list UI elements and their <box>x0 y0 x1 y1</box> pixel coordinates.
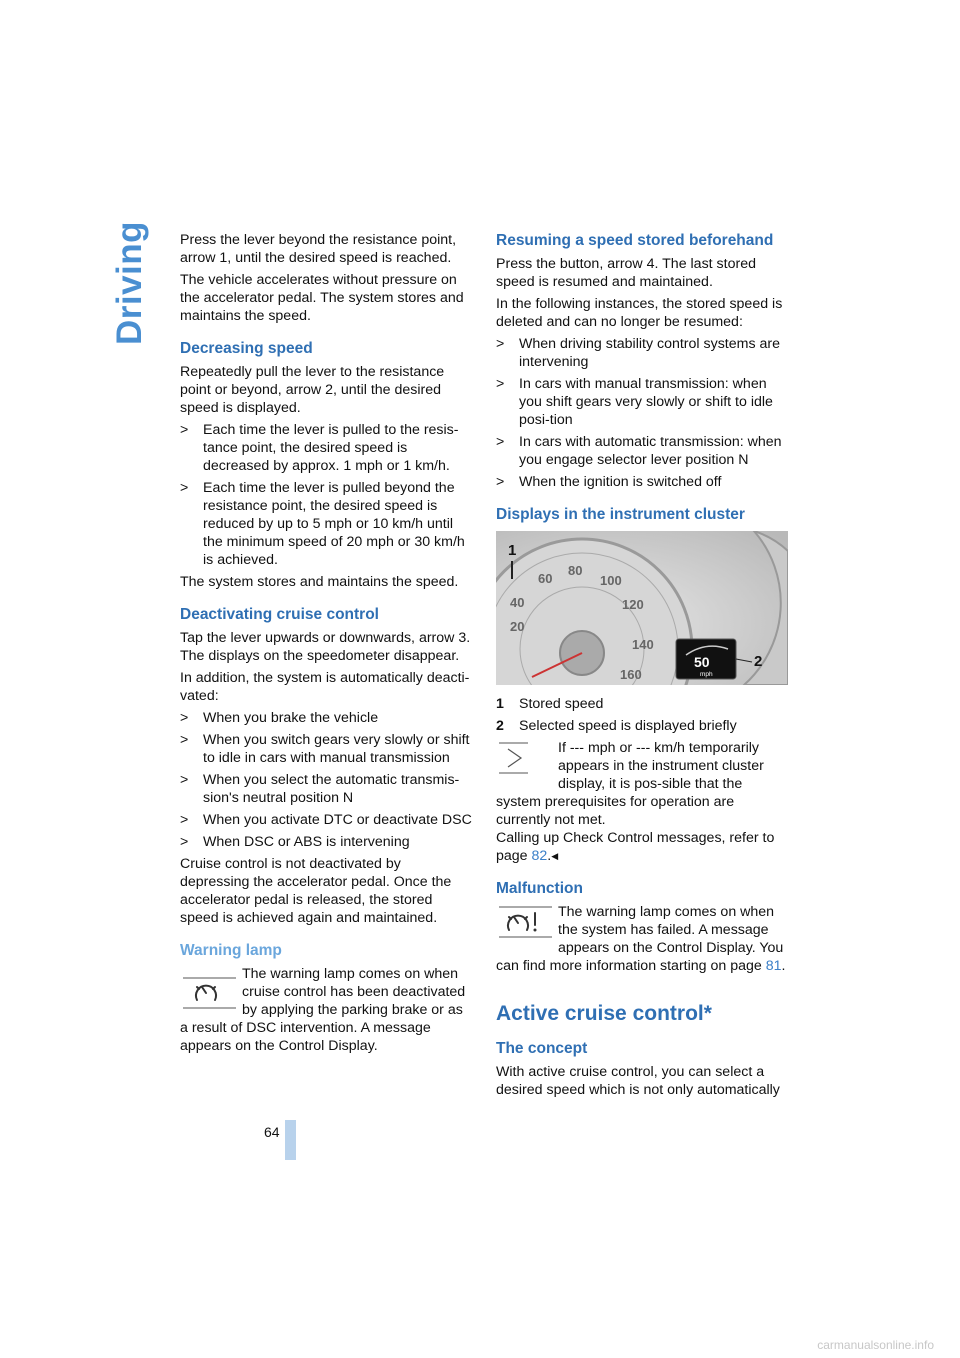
list-item <box>496 335 788 371</box>
selected-speed-value: 50 <box>694 654 710 670</box>
list-item-text: When you switch gears very slowly or shift to idle in cars with manual transmission <box>203 732 470 766</box>
heading-resuming: Resuming a speed stored beforehand <box>496 232 774 249</box>
legend-text: Stored speed <box>519 696 604 712</box>
info-note-reference <box>496 829 788 865</box>
info-note <box>496 739 788 865</box>
decreasing-after: The system stores and maintains the speed. <box>180 574 459 590</box>
malfunction-end: . <box>781 958 786 974</box>
bullet-marker: > <box>496 336 505 352</box>
list-item <box>180 421 472 475</box>
malfunction-text: The warning lamp comes on when the system has failed. A message appears on the Control Display. You can find more information starting on page <box>496 904 784 974</box>
bullet-marker: > <box>180 834 189 850</box>
deactivating-text-2: In addition, the system is automatically deacti-vated: <box>180 670 470 704</box>
list-item-text: Each time the lever is pulled beyond the resistance point, the desired speed is reduced by up to 5 mph or 10 km/h until the minimum speed of 20 mph or 30 km/h is achieved. <box>203 480 465 568</box>
list-item <box>496 375 788 429</box>
list-item-text: In cars with manual transmission: when you shift gears very slowly or shift to idle posi-tion <box>519 376 773 428</box>
page-link-82[interactable]: 82 <box>531 848 548 864</box>
bullet-marker: > <box>180 480 189 496</box>
decreasing-text: Repeatedly pull the lever to the resistance point or beyond, arrow 2, until the desired speed is displayed. <box>180 364 445 416</box>
list-item-text: When you activate DTC or deactivate DSC <box>203 812 472 828</box>
info-note-ref-text: Calling up Check Control messages, refer to page <box>496 830 775 864</box>
info-note-end: . <box>547 848 552 864</box>
dial-label: 60 <box>538 571 553 586</box>
bullet-marker: > <box>180 772 189 788</box>
list-item <box>180 833 472 851</box>
intro-paragraph-2: The vehicle accelerates without pressure on the accelerator pedal. The system stores and maintains the speed. <box>180 272 464 324</box>
dial-label: 20 <box>510 619 525 634</box>
heading-active-cruise-control: Active cruise control* <box>496 1002 712 1025</box>
deactivating-list <box>180 709 472 851</box>
deactivating-text-1: Tap the lever upwards or downwards, arrow 3. The displays on the speedometer disappear. <box>180 630 471 664</box>
list-item-text: When driving stability control systems are intervening <box>519 336 780 370</box>
dial-label: 140 <box>632 637 654 652</box>
list-item <box>496 473 788 491</box>
bullet-marker: > <box>496 434 505 450</box>
list-item <box>180 811 472 829</box>
resuming-list <box>496 335 788 491</box>
section-tab-label: Driving <box>110 220 150 346</box>
resuming-text-1: Press the button, arrow 4. The last stored speed is resumed and maintained. <box>496 256 756 290</box>
concept-text: With active cruise control, you can select a desired speed which is not only automatically <box>496 1064 780 1098</box>
page-link-81[interactable]: 81 <box>765 958 782 974</box>
callout-1: 1 <box>508 542 517 559</box>
malfunction-note <box>496 903 788 975</box>
dial-label: 160 <box>620 667 642 682</box>
decreasing-list <box>180 421 472 569</box>
cruise-control-lamp-icon <box>180 965 237 1013</box>
legend-number: 2 <box>496 718 504 734</box>
dial-label: 40 <box>510 595 525 610</box>
list-item-text: When the ignition is switched off <box>519 474 722 490</box>
warning-lamp-note <box>180 965 472 1055</box>
legend-item <box>496 717 788 735</box>
resuming-text-2: In the following instances, the stored speed is deleted and can no longer be resumed: <box>496 296 783 330</box>
heading-malfunction: Malfunction <box>496 880 583 897</box>
legend-text: Selected speed is displayed briefly <box>519 718 737 734</box>
legend-number: 1 <box>496 696 504 712</box>
bullet-marker: > <box>180 732 189 748</box>
selected-speed-unit: mph <box>700 671 713 678</box>
bullet-marker: > <box>180 812 189 828</box>
legend-item <box>496 695 788 713</box>
intro-paragraph-1: Press the lever beyond the resistance point, arrow 1, until the desired speed is reached. <box>180 232 457 266</box>
list-item <box>180 771 472 807</box>
list-item <box>180 479 472 569</box>
heading-the-concept: The concept <box>496 1040 588 1057</box>
dial-label: 80 <box>568 563 583 578</box>
page-edge-bar <box>285 1120 296 1160</box>
legend-list <box>496 695 788 735</box>
heading-displays: Displays in the instrument cluster <box>496 506 745 523</box>
instrument-cluster-figure <box>496 531 788 685</box>
footer-watermark: carmanualsonline.info <box>817 1338 934 1352</box>
list-item-text: In cars with automatic transmission: when you engage selector lever position N <box>519 434 782 468</box>
cruise-control-failure-icon <box>496 903 553 951</box>
callout-2: 2 <box>754 653 763 670</box>
list-item-text: When DSC or ABS is intervening <box>203 834 410 850</box>
heading-decreasing-speed: Decreasing speed <box>180 340 313 357</box>
bullet-marker: > <box>180 422 189 438</box>
heading-warning-lamp: Warning lamp <box>180 942 282 959</box>
section-tab <box>108 220 152 346</box>
heading-deactivating: Deactivating cruise control <box>180 606 379 623</box>
dial-label: 100 <box>600 573 622 588</box>
warning-lamp-text: The warning lamp comes on when cruise control has been deactivated by applying the parking brake or as a result of DSC intervention. A message appears on the Control Display. <box>180 966 466 1054</box>
note-arrow-icon <box>496 739 553 787</box>
list-item-text: When you select the automatic transmis-sion's neutral position N <box>203 772 460 806</box>
bullet-marker: > <box>180 710 189 726</box>
end-marker-icon: ◀ <box>551 851 559 861</box>
list-item <box>180 709 472 727</box>
list-item-text: When you brake the vehicle <box>203 710 379 726</box>
bullet-marker: > <box>496 376 505 392</box>
dial-label: 120 <box>622 597 644 612</box>
info-note-text: If --- mph or --- km/h temporarily appears in the instrument cluster display, it is pos-sible that the system prerequisites for operation are currently not met. <box>496 740 764 828</box>
left-column <box>180 231 472 1059</box>
list-item-text: Each time the lever is pulled to the resis-tance point, the desired speed is decreased by approx. 1 mph or 1 km/h. <box>203 422 459 474</box>
bullet-marker: > <box>496 474 505 490</box>
deactivating-after: Cruise control is not deactivated by depressing the accelerator pedal. Once the accelerator pedal is released, the stored speed is achieved again and maintained. <box>180 856 452 926</box>
list-item <box>496 433 788 469</box>
list-item <box>180 731 472 767</box>
right-column <box>496 231 788 1103</box>
page-number: 64 <box>264 1124 280 1140</box>
